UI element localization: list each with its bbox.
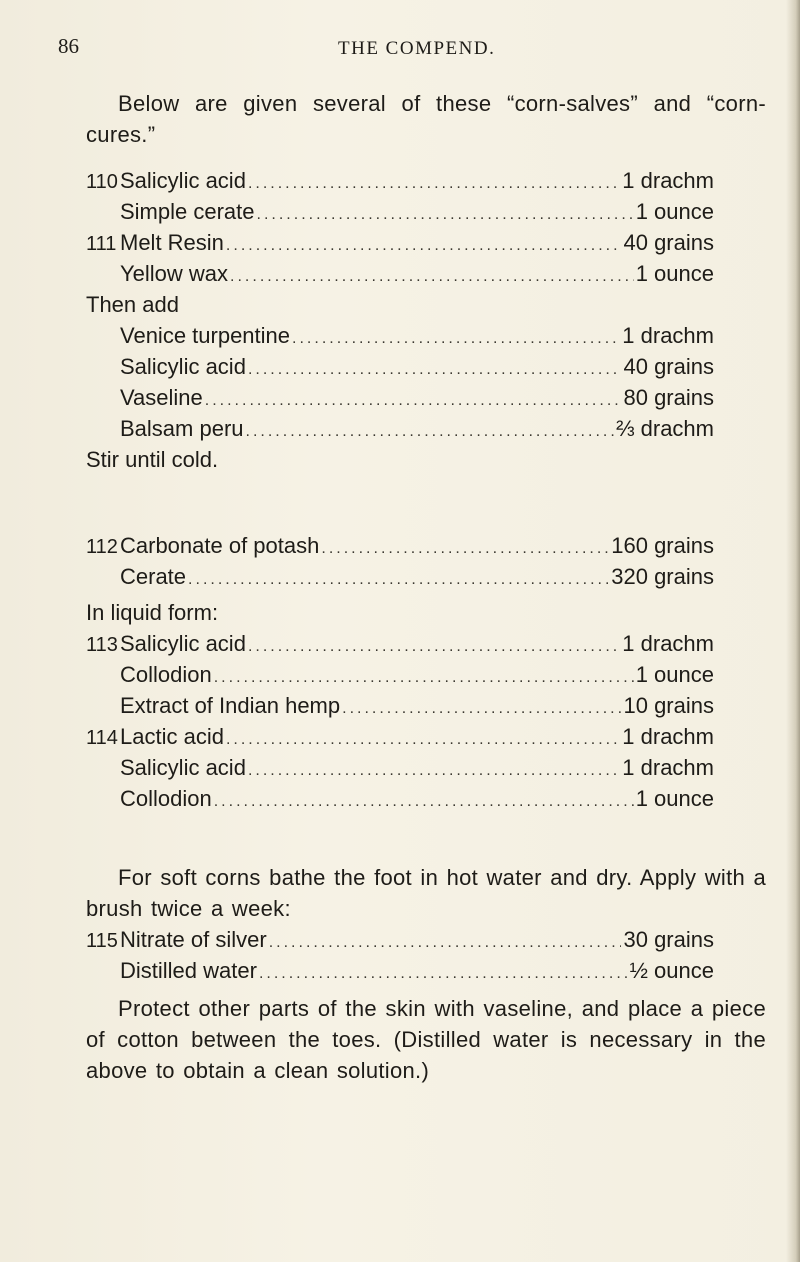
ingredient-quantity: 1 drachm (622, 168, 714, 193)
dot-leader (214, 662, 634, 693)
dot-leader (226, 724, 620, 755)
recipe-row (86, 752, 714, 783)
recipe-block-4 (86, 628, 714, 814)
ingredient-quantity: 80 grains (623, 385, 714, 410)
dot-leader (248, 168, 620, 199)
page-edge (786, 0, 800, 1262)
recipe-number: 111 (86, 233, 117, 255)
ingredient-quantity: ½ ounce (629, 958, 714, 983)
ingredient-quantity: 1 ounce (635, 786, 714, 811)
dot-leader (248, 755, 620, 786)
stir-until-cold-label: Stir until cold. (86, 447, 219, 472)
ingredient-quantity: 10 grains (623, 693, 714, 718)
dot-leader (205, 385, 622, 416)
recipe-number: 110 (86, 171, 118, 193)
recipe-row (86, 351, 714, 382)
dot-leader (259, 958, 628, 989)
soft-corns-text: For soft corns bathe the foot in hot water and dry. Apply with a brush twice a week: (86, 865, 766, 921)
recipe-row (86, 382, 714, 413)
recipe-row (86, 320, 714, 351)
recipe-row (86, 783, 714, 814)
ingredient-quantity: 1 ounce (635, 662, 714, 687)
then-add-heading (86, 289, 714, 320)
recipe-row (86, 659, 714, 690)
intro-text: Below are given several of these “corn-salves” and “corn-cures.” (86, 91, 766, 147)
recipe-row (86, 227, 714, 258)
recipe-number: 114 (86, 727, 118, 749)
ingredient-name: Melt Resin (120, 230, 224, 255)
running-head (0, 30, 800, 66)
ingredient-name: Lactic acid (120, 724, 224, 749)
recipe-number: 112 (86, 536, 118, 558)
ingredient-quantity: 1 drachm (622, 724, 714, 749)
ingredient-quantity: 320 grains (611, 564, 714, 589)
ingredient-quantity: 1 drachm (622, 755, 714, 780)
dot-leader (269, 927, 622, 958)
dot-leader (226, 230, 622, 261)
recipe-row (86, 561, 714, 592)
in-liquid-form-label: In liquid form: (86, 600, 219, 625)
protect-paragraph (86, 993, 766, 1086)
dot-leader (321, 533, 609, 564)
ingredient-name: Cerate (120, 564, 187, 589)
page-number: 86 (58, 34, 79, 58)
recipe-row (86, 413, 714, 444)
recipe-row (86, 628, 714, 659)
ingredient-name: Salicylic acid (120, 354, 246, 379)
ingredient-name: Venice turpentine (120, 323, 291, 348)
recipe-row (86, 721, 714, 752)
stir-heading (86, 444, 714, 475)
ingredient-quantity: 1 drachm (622, 631, 714, 656)
ingredient-name: Balsam peru (120, 416, 244, 441)
recipe-row (86, 924, 714, 955)
dot-leader (230, 261, 634, 292)
ingredient-quantity: ⅔ drachm (616, 416, 714, 441)
ingredient-quantity: 40 grains (623, 230, 714, 255)
dot-leader (188, 564, 609, 595)
intro-paragraph (86, 88, 766, 150)
then-add-label: Then add (86, 292, 179, 317)
recipe-row (86, 530, 714, 561)
ingredient-name: Extract of Indian hemp (120, 693, 341, 718)
dot-leader (248, 354, 622, 385)
recipe-number: 115 (86, 930, 118, 952)
recipe-number: 113 (86, 634, 118, 656)
recipe-block-2 (86, 320, 714, 444)
dot-leader (248, 631, 620, 662)
recipe-row (86, 165, 714, 196)
ingredient-quantity: 30 grains (623, 927, 714, 952)
liquid-heading (86, 597, 714, 628)
soft-corns-paragraph (86, 862, 766, 924)
ingredient-name: Yellow wax (120, 261, 229, 286)
ingredient-name: Collodion (120, 786, 212, 811)
recipe-row (86, 196, 714, 227)
running-title: THE COMPEND. (338, 38, 496, 59)
ingredient-name: Salicylic acid (120, 168, 246, 193)
ingredient-quantity: 160 grains (611, 533, 714, 558)
ingredient-quantity: 1 drachm (622, 323, 714, 348)
ingredient-name: Salicylic acid (120, 631, 246, 656)
ingredient-name: Vaseline (120, 385, 203, 410)
dot-leader (246, 416, 615, 447)
ingredient-name: Nitrate of silver (120, 927, 267, 952)
recipe-row (86, 955, 714, 986)
ingredient-name: Carbonate of potash (120, 533, 320, 558)
recipe-row (86, 690, 714, 721)
ingredient-name: Distilled water (120, 958, 257, 983)
recipe-row (86, 258, 714, 289)
dot-leader (342, 693, 621, 724)
ingredient-quantity: 40 grains (623, 354, 714, 379)
recipe-block-1 (86, 165, 714, 289)
recipe-block-3 (86, 530, 714, 592)
recipe-block-5 (86, 924, 714, 986)
ingredient-name: Collodion (120, 662, 212, 687)
ingredient-quantity: 1 ounce (635, 261, 714, 286)
ingredient-quantity: 1 ounce (635, 199, 714, 224)
protect-text: Protect other parts of the skin with vaseline, and place a piece of cotton between the toes. (Distilled water is necessary in the above to obtain a clean solution.) (86, 996, 766, 1083)
dot-leader (292, 323, 620, 354)
dot-leader (257, 199, 634, 230)
ingredient-name: Salicylic acid (120, 755, 246, 780)
ingredient-name: Simple cerate (120, 199, 255, 224)
dot-leader (214, 786, 634, 817)
